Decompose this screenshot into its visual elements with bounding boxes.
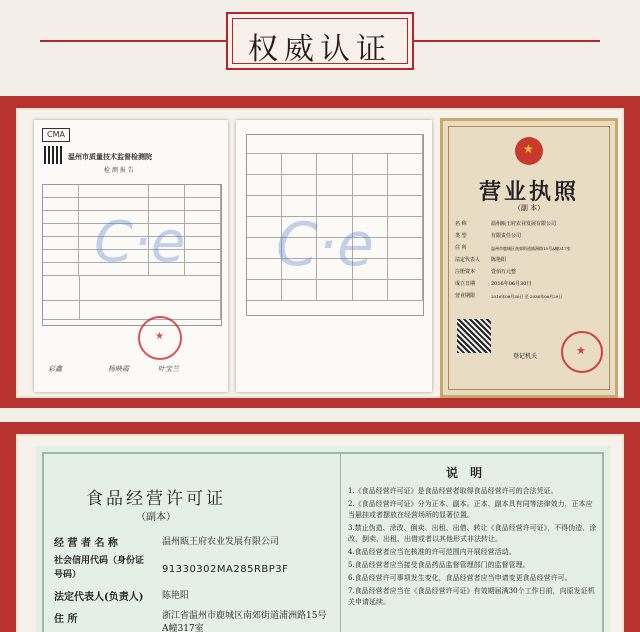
test-report-page-2: [236, 120, 432, 392]
national-emblem-icon: ★: [515, 137, 543, 165]
page-title: 权威认证: [248, 32, 392, 67]
signature-3: 叶宝兰: [158, 365, 179, 373]
credit-label: 社会信用代码（身份证号码）: [54, 556, 145, 580]
report-subheader: 检 测 报 告: [104, 167, 134, 174]
license-fields: 名 称 温州瓯王府农业发展有限公司 类 型 有限责任公司 住 所 温州市鹿城区南郊街道浦洲路15号A幢317室 法定代表人 陈艳阳 注册资本 壹佰万元整 成立日期 2016年06月30日 营业期限 2016年06月30日 至 2036年06月29日: [455, 221, 571, 299]
notes-list: 1.《食品经营许可证》是食品经营者取得食品经营许可的合法凭证。 2.《食品经营许可证》分为正本、副本。正本、副本具有同等法律效力，正本应当悬挂或者摆放在经营场所的显著位置。 3.禁止伪造、涂改、倒卖、出租、出借、转让《食品经营许可证》，不得伪造、涂改、倒卖、出租、出借或者以其他形式非法转让。 4.食品经营者应当在核准的许可范围内开展经营活动。 5.食品经营者应当接受食品药品监督管理部门的监督管理。 6.食品经营许可事项发生变化，食品经营者应当申请变更食品经营许可。 7.食品经营者应当在《食品经营许可证》有效期届满30个工作日前，向原发证机关申请延续。: [348, 487, 597, 606]
residence-value: 浙江省温州市鹿城区南郊街道浦洲路15号A幢317室: [162, 611, 327, 632]
title-banner: [0, 0, 640, 84]
watermark: C·e: [94, 210, 186, 275]
signature-1: 彩鑫: [48, 365, 62, 373]
cma-logo: CMA: [42, 128, 70, 142]
food-license: [36, 446, 610, 632]
license-qr-code-icon: [457, 319, 491, 353]
license-title: 营业执照: [478, 179, 579, 205]
official-seal: ★: [138, 316, 182, 360]
notes-title: 说 明: [446, 466, 487, 480]
signature-2: 杨映霞: [108, 365, 129, 373]
license-authority: 登记机关: [513, 353, 538, 360]
business-license: [440, 118, 618, 398]
qr-code-icon: [44, 146, 62, 164]
food-license-title: 食品经营许可证: [86, 489, 226, 509]
legal-rep-label: 法定代表人(负责人): [54, 592, 144, 603]
operator-value: 温州瓯王府农业发展有限公司: [162, 537, 280, 547]
test-report-page-1: [34, 120, 228, 392]
watermark: C·e: [276, 210, 374, 280]
license-seal: ★: [561, 331, 603, 373]
credit-value: 91330302MA285RBP3F: [162, 564, 289, 575]
license-copy-label: （副 本）: [513, 204, 545, 212]
operator-label: 经 营 者 名 称: [54, 538, 118, 549]
legal-rep-value: 陈艳阳: [162, 591, 190, 601]
food-license-copy-label: （副本）: [136, 512, 176, 523]
report-header: 温州市质量技术监督检测院: [68, 153, 152, 161]
residence-label: 住 所: [54, 614, 78, 625]
